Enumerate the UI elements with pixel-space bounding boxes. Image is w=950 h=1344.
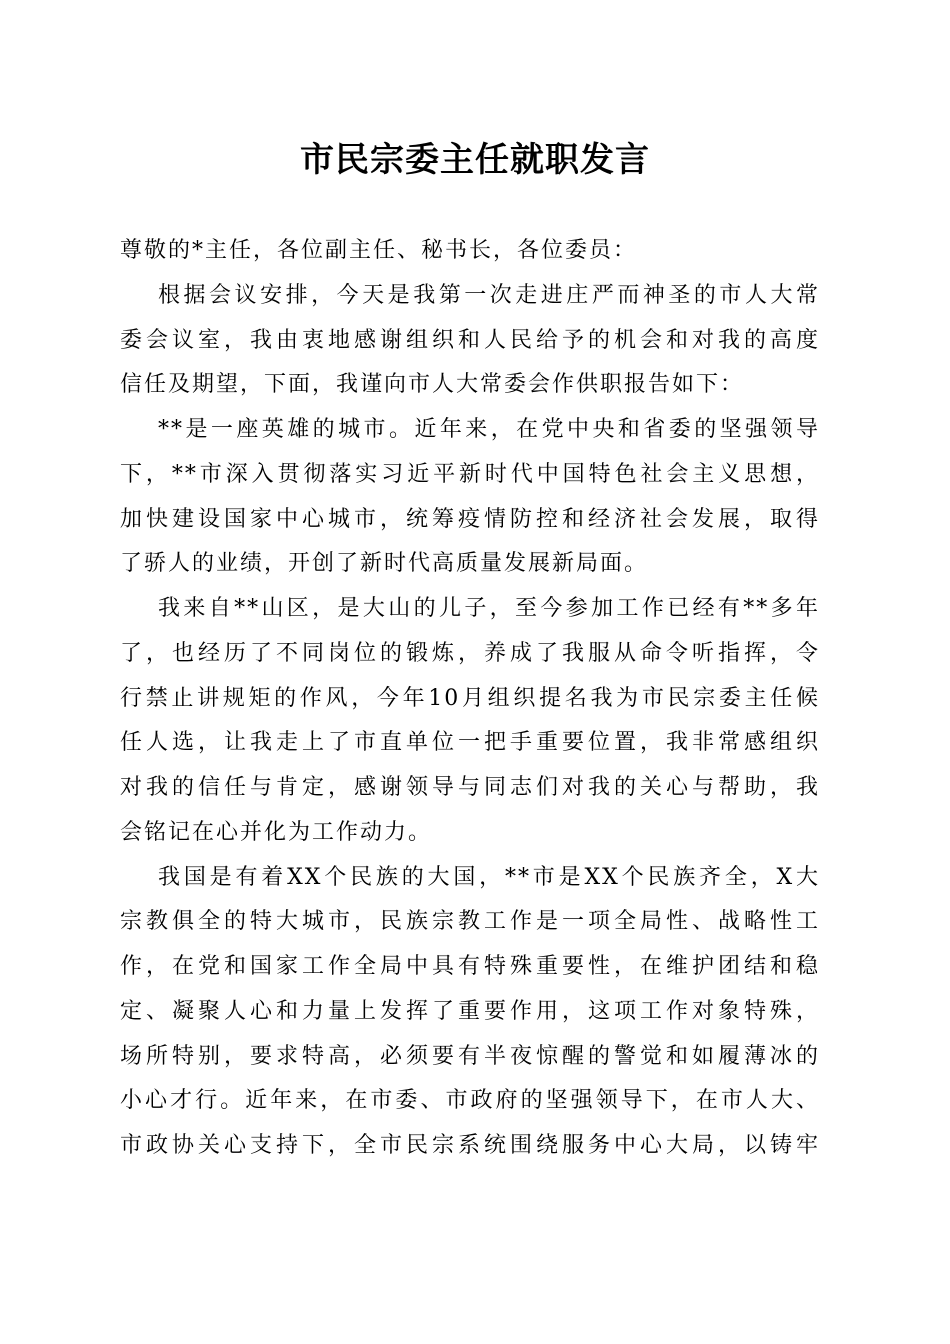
text-line: 宗教俱全的特大城市，民族宗教工作是一项全局性、战略性工 — [120, 909, 820, 935]
text-line: 了，也经历了不同岗位的锻炼，养成了我服从命令听指挥，令 — [120, 640, 820, 666]
body-paragraph — [120, 856, 820, 1169]
body-paragraph — [120, 408, 820, 587]
text-line: 加快建设国家中心城市，统筹疫情防控和经济社会发展，取得 — [120, 506, 820, 532]
text-line: 我来自**山区，是大山的儿子，至今参加工作已经有**多年 — [158, 596, 820, 621]
text-line: 委会议室，我由衷地感谢组织和人民给予的机会和对我的高度 — [120, 327, 820, 353]
text-line: 我国是有着XX个民族的大国，**市是XX个民族齐全，X大 — [158, 864, 820, 890]
text-line: 任人选，让我走上了市直单位一把手重要位置，我非常感组织 — [120, 730, 820, 756]
text-line: 信任及期望，下面，我谨向市人大常委会作供职报告如下： — [120, 372, 745, 398]
text-line: 场所特别，要求特高，必须要有半夜惊醒的警觉和如履薄冰的 — [120, 1043, 820, 1069]
text-line: 根据会议安排，今天是我第一次走进庄严而神圣的市人大常 — [158, 282, 820, 308]
text-line: 了骄人的业绩，开创了新时代高质量发展新局面。 — [120, 551, 649, 577]
text-line: **是一座英雄的城市。近年来，在党中央和省委的坚强领导 — [158, 417, 820, 442]
document-body — [120, 229, 820, 1169]
document-title: 市民宗委主任就职发言 — [300, 140, 650, 180]
salutation: 尊敬的*主任，各位副主任、秘书长，各位委员： — [120, 238, 638, 263]
body-paragraph — [120, 274, 820, 408]
text-line: 小心才行。近年来，在市委、市政府的坚强领导下，在市人大、 — [120, 1088, 820, 1114]
text-line: 市政协关心支持下，全市民宗系统围绕服务中心大局，以铸牢 — [120, 1133, 820, 1158]
text-line: 下，**市深入贯彻落实习近平新时代中国特色社会主义思想， — [120, 461, 820, 487]
text-line: 行禁止讲规矩的作风，今年10月组织提名我为市民宗委主任候 — [120, 685, 820, 711]
body-paragraph — [120, 587, 820, 856]
text-line: 对我的信任与肯定，感谢领导与同志们对我的关心与帮助，我 — [120, 775, 820, 800]
text-line: 定、凝聚人心和力量上发挥了重要作用，这项工作对象特殊， — [120, 998, 820, 1024]
text-line: 会铭记在心并化为工作动力。 — [120, 819, 433, 845]
text-line: 作，在党和国家工作全局中具有特殊重要性，在维护团结和稳 — [120, 954, 820, 979]
